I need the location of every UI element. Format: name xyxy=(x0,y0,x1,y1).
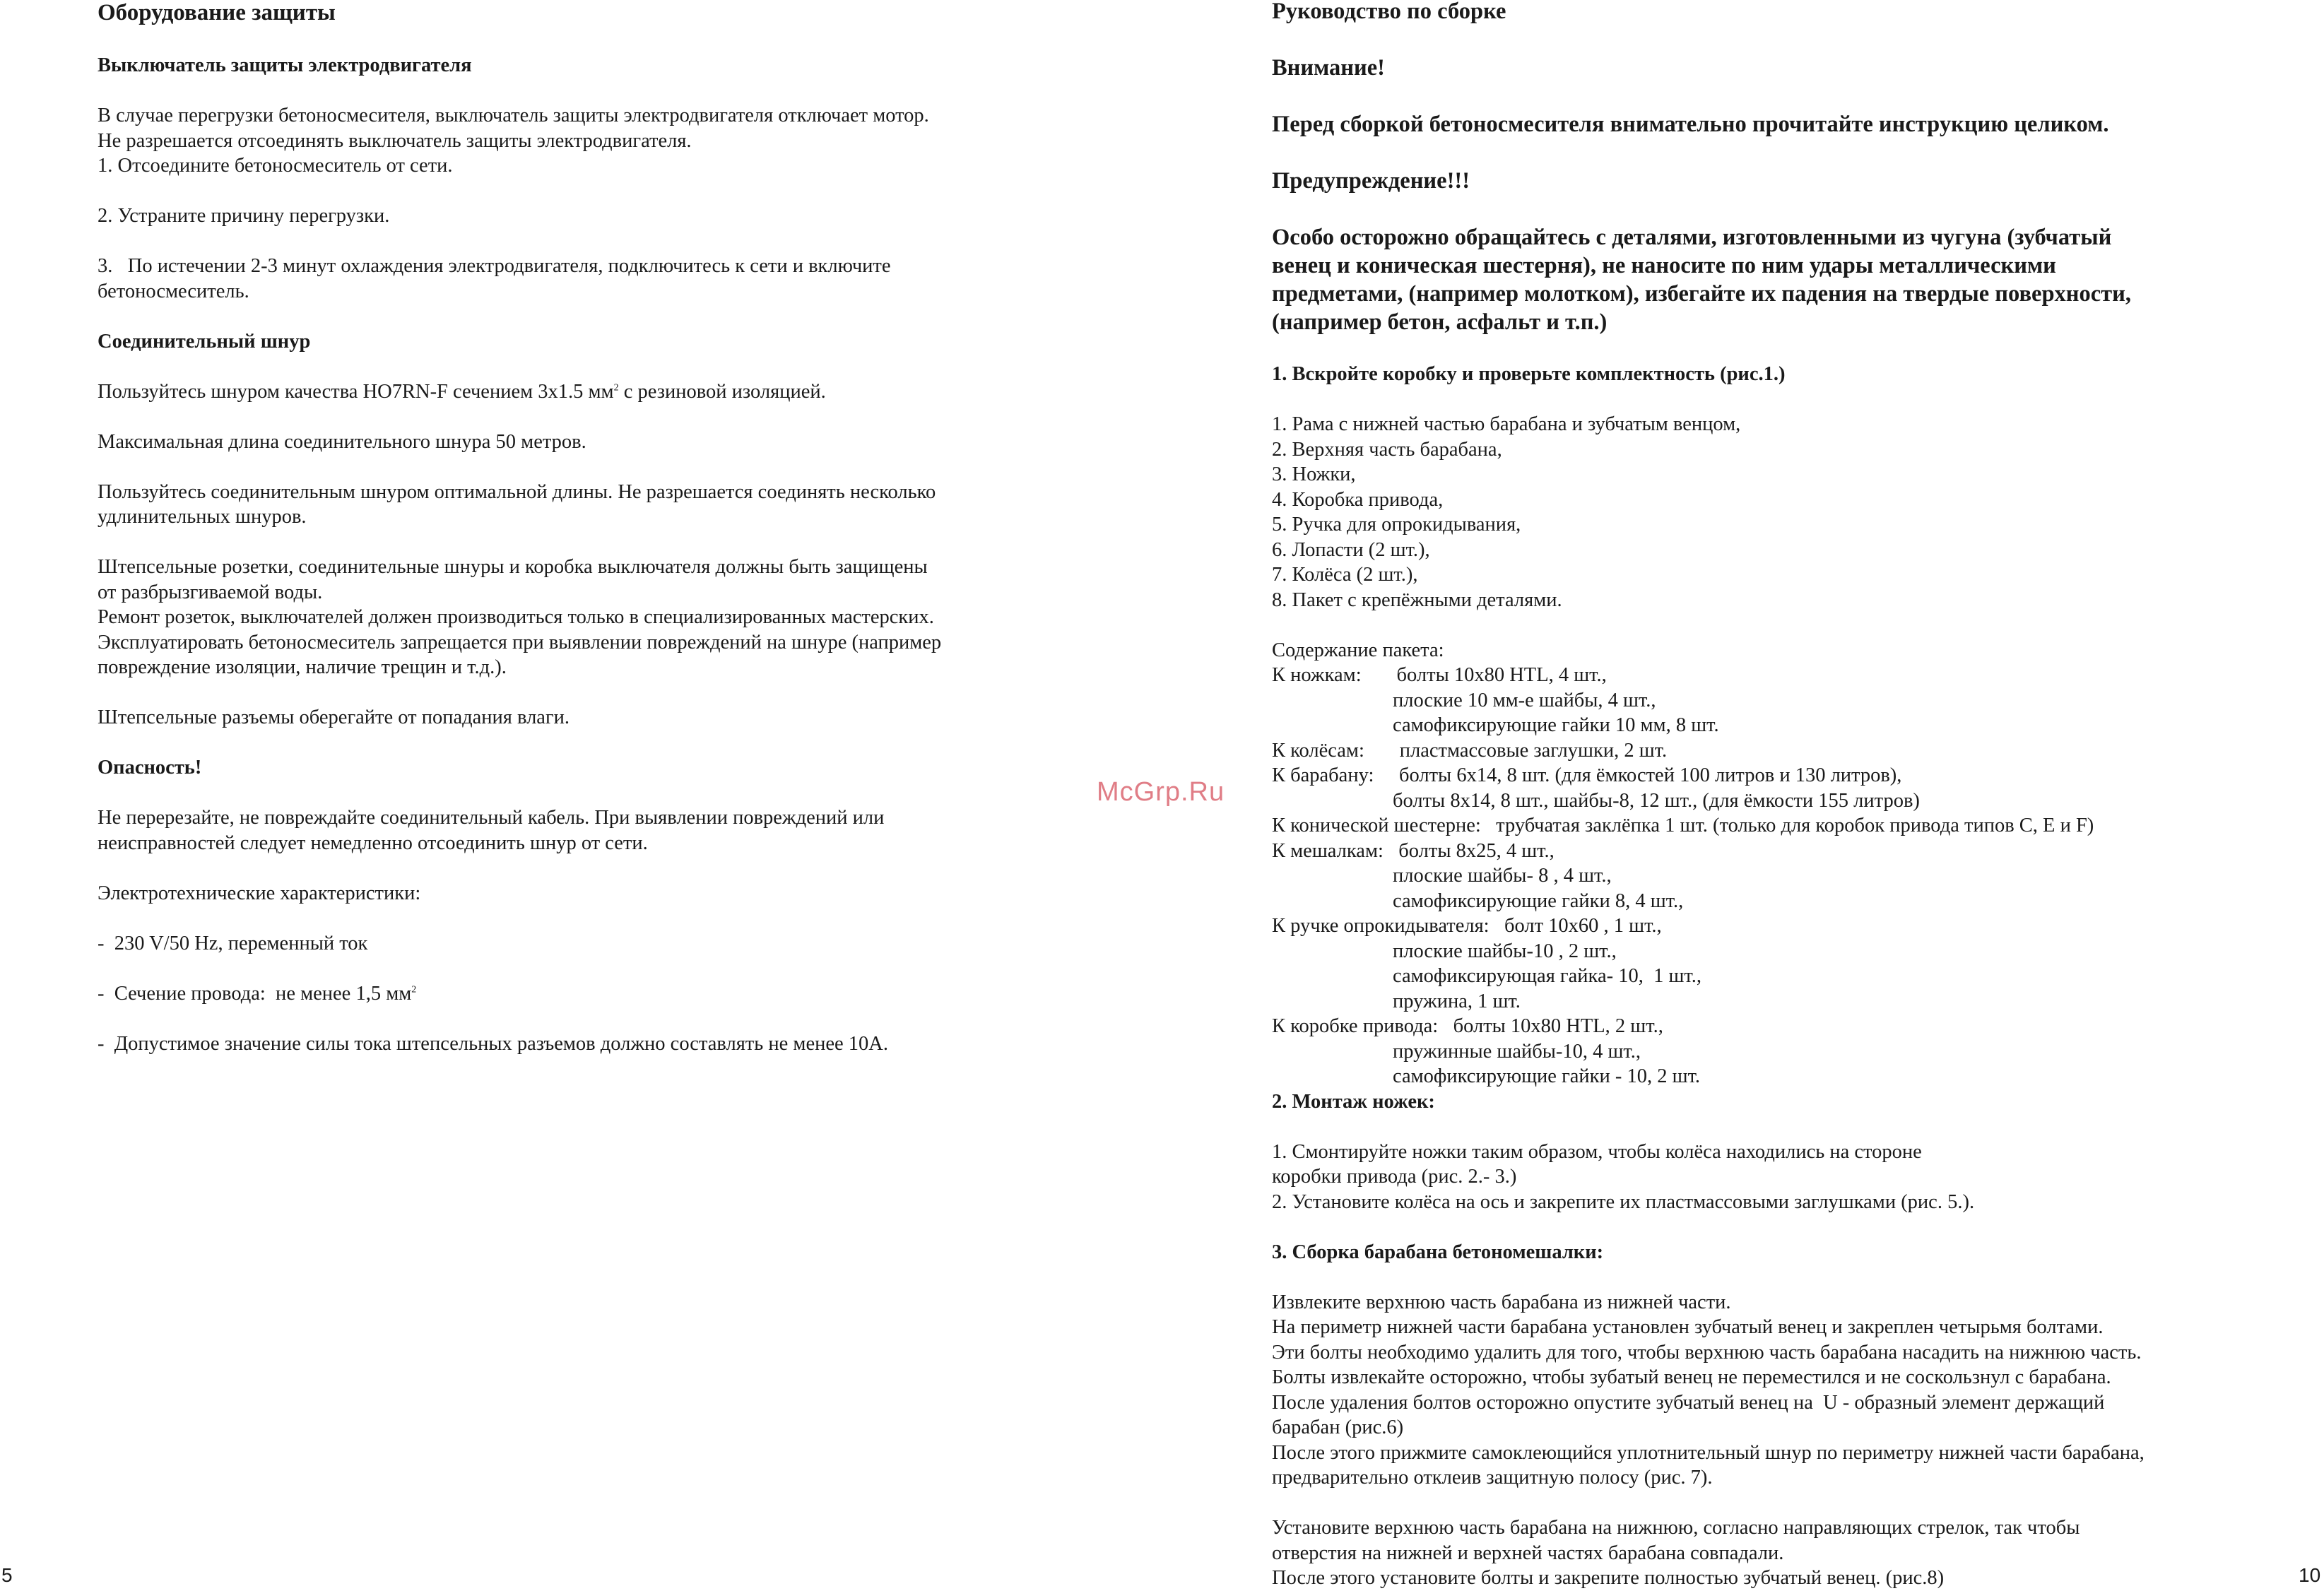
text-line: болты 8х14, 8 шт., шайбы-8, 12 шт., (для ёмкости 155 литров) xyxy=(1272,789,1920,812)
danger-heading: Опасность! xyxy=(98,757,202,779)
text-line: предметами, (например молотком), избегайте их падения на твердые поверхности, xyxy=(1272,281,2131,307)
right-page-title: Руководство по сборке xyxy=(1272,0,1506,24)
text-line: К ручке опрокидывателя: болт 10х60 , 1 шт., xyxy=(1272,915,1662,937)
paragraph: Пользуйтесь шнуром качества HO7RN-F сечением 3х1.5 $мм^2$ с резиновой изоляцией. xyxy=(98,380,826,403)
right-page xyxy=(1272,0,2275,1591)
paragraph: удлинительных шнуров. xyxy=(98,506,307,528)
paragraph: Максимальная длина соединительного шнура 50 метров. xyxy=(98,430,586,453)
text-line: К ножкам: болты 10х80 HTL, 4 шт., xyxy=(1272,664,1607,686)
text-line: пружинные шайбы-10, 4 шт., xyxy=(1272,1040,1641,1063)
package-title: Содержание пакета: xyxy=(1272,639,1444,661)
page-number-right: 10 xyxy=(2299,1564,2321,1586)
text-line: плоские шайбы-10 , 2 шт., xyxy=(1272,940,1617,962)
text-line: коробки привода (рис. 2.- 3.) xyxy=(1272,1166,1517,1188)
step2-heading: 2. Монтаж ножек: xyxy=(1272,1090,1435,1113)
text-line: 4. Коробка привода, xyxy=(1272,488,1444,511)
step3-text xyxy=(1272,1290,2275,1491)
text-line: барабан (рис.6) xyxy=(1272,1416,1404,1438)
paragraph: Штепсельные разъемы оберегайте от попадания влаги. xyxy=(98,706,570,728)
text-line: Извлеките верхнюю часть барабана из нижней части. xyxy=(1272,1291,1731,1313)
text-line: самофиксирующие гайки 10 мм, 8 шт. xyxy=(1272,714,1719,736)
paragraph: Эксплуатировать бетоносмеситель запрещается при выявлении повреждений на шнуре (например xyxy=(98,631,942,653)
paragraph: 2. Устраните причину перегрузки. xyxy=(98,205,390,227)
paragraph: от разбрызгиваемой воды. xyxy=(98,581,323,603)
text-line: венец и коническая шестерня), не наносите по ним удары металлическими xyxy=(1272,253,2056,278)
spec-item: - Сечение провода: не менее 1,5 $мм^2$ xyxy=(98,982,417,1005)
package-list xyxy=(1272,663,2275,1089)
text-line: На периметр нижней части барабана установлен зубчатый венец и закреплен четырьмя болтами. xyxy=(1272,1316,2104,1338)
left-page xyxy=(98,0,1058,1056)
watermark: McGrp.Ru xyxy=(1097,777,1225,807)
cord-heading: Соединительный шнур xyxy=(98,330,311,353)
text-line: 7. Колёса (2 шт.), xyxy=(1272,564,1418,586)
spec-item: - 230 V/50 Hz, переменный ток xyxy=(98,932,368,954)
text-line: 1. Смонтируйте ножки таким образом, чтобы колёса находились на стороне xyxy=(1272,1140,1922,1163)
paragraph: повреждение изоляции, наличие трещин и т.д.). xyxy=(98,656,507,678)
text-line: 3. Ножки, xyxy=(1272,463,1356,485)
step3-heading: 3. Сборка барабана бетономешалки: xyxy=(1272,1241,1604,1263)
text-line: К колёсам: пластмассовые заглушки, 2 шт. xyxy=(1272,739,1668,762)
text-line: 8. Пакет с крепёжными деталями. xyxy=(1272,589,1562,611)
text-line: После этого установите болты и закрепите полностью зубчатый венец. (рис.8) xyxy=(1272,1567,1945,1589)
text-line: 1. Рама с нижней частью барабана и зубчатым венцом, xyxy=(1272,413,1741,435)
paragraph: В случае перегрузки бетоносмесителя, выключатель защиты электродвигателя отключает мотор. xyxy=(98,105,929,126)
text-line: (например бетон, асфальт и т.п.) xyxy=(1272,309,1608,335)
step3-text-2 xyxy=(1272,1515,2275,1591)
text-line: отверстия на нижней и верхней частях барабана совпадали. xyxy=(1272,1542,1784,1564)
text-line: самофиксирующие гайки - 10, 2 шт. xyxy=(1272,1065,1701,1087)
left-page-title: Оборудование защиты xyxy=(98,0,336,25)
text-line: Особо осторожно обращайтесь с деталями, изготовленными из чугуна (зубчатый xyxy=(1272,225,2112,250)
text-line: 6. Лопасти (2 шт.), xyxy=(1272,538,1430,561)
text-line: После этого прижмите самоклеющийся уплотнительный шнур по периметру нижней части барабана, xyxy=(1272,1441,2145,1464)
text-line: плоские 10 мм-е шайбы, 4 шт., xyxy=(1272,689,1656,711)
text-line: Эти болты необходимо удалить для того, чтобы верхнюю часть барабана насадить на нижнюю часть. xyxy=(1272,1341,2142,1364)
text-line: пружина, 1 шт. xyxy=(1272,990,1521,1012)
paragraph: Штепсельные розетки, соединительные шнуры и коробка выключателя должны быть защищены xyxy=(98,556,928,578)
text-line: К барабану: болты 6х14, 8 шт. (для ёмкостей 100 литров и 130 литров), xyxy=(1272,764,1902,786)
text-line: плоские шайбы- 8 , 4 шт., xyxy=(1272,865,1612,887)
paragraph: Ремонт розеток, выключателей должен производиться только в специализированных мастерских. xyxy=(98,606,934,628)
step1-heading: 1. Вскройте коробку и проверьте комплектность (рис.1.) xyxy=(1272,363,1786,385)
step2-text xyxy=(1272,1140,2275,1215)
paragraph: бетоносмеситель. xyxy=(98,280,249,302)
text-line: К мешалкам: болты 8х25, 4 шт., xyxy=(1272,839,1555,862)
text-line: Болты извлекайте осторожно, чтобы зубатый венец не переместился и не соскользнул с барабана. xyxy=(1272,1366,2111,1388)
warning-heading: Предупреждение!!! xyxy=(1272,168,1470,194)
text-line: К коробке привода: болты 10х80 HTL, 2 шт., xyxy=(1272,1015,1663,1037)
text-line: После удаления болтов осторожно опустите зубчатый венец на U - образный элемент держащий xyxy=(1272,1391,2105,1414)
text-line: 2. Верхняя часть барабана, xyxy=(1272,438,1502,461)
page-number-left: 5 xyxy=(1,1564,13,1586)
text-line: Установите верхнюю часть барабана на нижнюю, согласно направляющих стрелок, так чтобы xyxy=(1272,1517,2080,1539)
paragraph: Не разрешается отсоединять выключатель защиты электродвигателя. xyxy=(98,129,692,152)
paragraph: 3. По истечении 2-3 минут охлаждения электродвигателя, подключитесь к сети и включите xyxy=(98,255,891,277)
paragraph: неисправностей следует немедленно отсоединить шнур от сети. xyxy=(98,832,648,854)
text-line: 2. Установите колёса на ось и закрепите их пластмассовыми заглушками (рис. 5.). xyxy=(1272,1190,1975,1213)
attention-heading: Внимание! xyxy=(1272,55,1385,81)
text-line: самофиксирующие гайки 8, 4 шт., xyxy=(1272,889,1684,912)
text-line: предварительно отклеив защитную полосу (рис. 7). xyxy=(1272,1467,1713,1489)
paragraph: Не перерезайте, не повреждайте соединительный кабель. При выявлении повреждений или xyxy=(98,807,885,829)
parts-list xyxy=(1272,412,2275,613)
attention-text: Перед сборкой бетоносмесителя внимательно прочитайте инструкцию целиком. xyxy=(1272,112,2109,137)
paragraph: Пользуйтесь соединительным шнуром оптимальной длины. Не разрешается соединять несколько xyxy=(98,480,936,503)
text-line: К конической шестерне: трубчатая заклёпка 1 шт. (только для коробок привода типов C, E и F) xyxy=(1272,815,2094,836)
text-line: самофиксирующая гайка- 10, 1 шт., xyxy=(1272,965,1701,987)
spec-item: - Допустимое значение силы тока штепсельных разъемов должно составлять не менее 10А. xyxy=(98,1032,888,1055)
warning-text xyxy=(1272,223,2275,336)
paragraph: 1. Отсоедините бетоносмеситель от сети. xyxy=(98,155,453,177)
text-line: 5. Ручка для опрокидывания, xyxy=(1272,514,1521,536)
motor-switch-heading: Выключатель защиты электродвигателя xyxy=(98,54,472,76)
paragraph: Электротехнические характеристики: xyxy=(98,882,421,904)
